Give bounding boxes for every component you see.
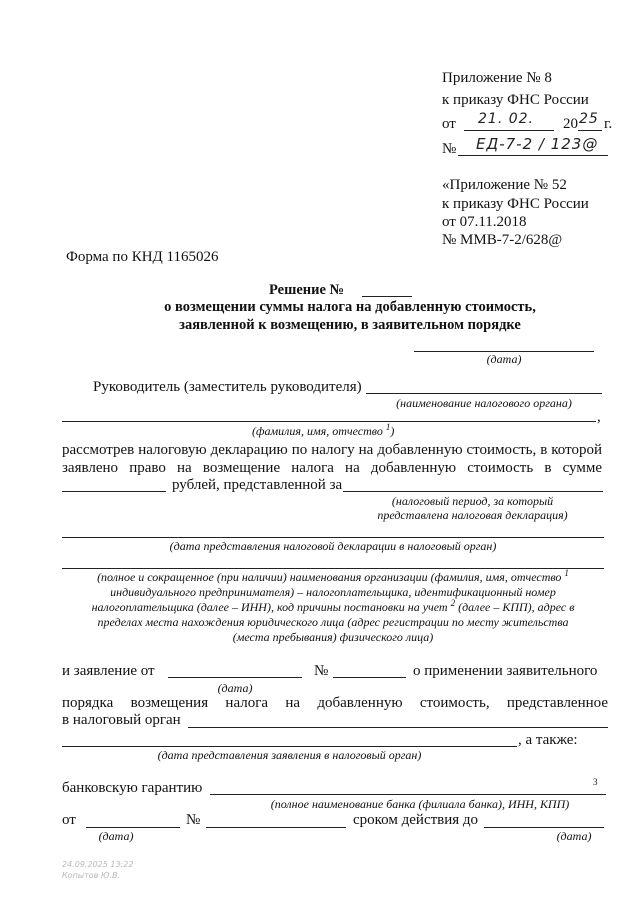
app-date-org-caption: (дата представления заявления в налоговый орган) <box>157 748 422 762</box>
decl-date-line <box>62 537 604 538</box>
fio-footnote: 1 <box>385 422 391 432</box>
order-number-prefix: № <box>442 141 457 157</box>
order-year-g: г. <box>604 116 613 132</box>
also-text: , а также: <box>518 732 578 748</box>
bank-caption: (полное наименование банка (филиала банка), ИНН, КПП) <box>270 797 570 811</box>
app-number-line <box>333 677 406 678</box>
org-caption-5: (места пребывания) физического лица) <box>232 630 434 644</box>
fio-line <box>62 421 596 422</box>
bank-footnote: 3 <box>593 777 598 787</box>
order-year-line <box>578 130 602 131</box>
amount-line <box>62 491 166 492</box>
app-date-line <box>168 677 302 678</box>
order-number-2: № ММВ-7-2/628@ <box>442 232 563 248</box>
rubles-text: рублей, представленной за <box>172 477 343 493</box>
appendix-8-label: Приложение № 8 <box>442 70 552 86</box>
org-caption-1: (полное и сокращенное (при наличии) наименования организации (фамилия, имя, отчество $^1$ <box>97 568 569 584</box>
order-year-suffix: 25 <box>579 111 599 127</box>
tax-authority-line <box>366 393 602 394</box>
app-label: и заявление от <box>62 663 155 679</box>
order-number-value: ЕД-7-2 / 123@ <box>476 135 599 153</box>
app-date-org-line <box>62 746 517 747</box>
form-code: Форма по КНД 1165026 <box>66 249 219 265</box>
guarantee-date-line <box>86 827 180 828</box>
org-footnote-1: 1 <box>564 568 569 578</box>
org-caption-2: индивидуального предпринимателя) – налогоплательщика, идентификационный номер <box>110 585 556 599</box>
bank-label: банковскую гарантию <box>62 780 203 796</box>
decision-subtitle-1: о возмещении суммы налога на добавленную стоимость, <box>164 299 536 315</box>
order-date-line <box>464 130 554 131</box>
order-number-line <box>458 155 608 156</box>
decision-subtitle-2: заявленной к возмещению, в заявительном порядке <box>179 317 521 333</box>
tax-organ-line <box>188 727 608 728</box>
period-caption-2: представлена налоговая декларация) <box>377 508 568 522</box>
order-year-prefix: 20 <box>563 116 578 132</box>
para2-line2: в налоговый орган <box>62 712 181 728</box>
order-date-2: от 07.11.2018 <box>442 214 527 230</box>
validity-date-line <box>484 827 604 828</box>
signature-stamp-name: Копытов Ю.В. <box>62 871 121 880</box>
period-line <box>343 491 603 492</box>
signature-stamp-date: 24.09.2025 13:22 <box>62 860 134 869</box>
order-date-day: 21. 02. <box>478 111 534 127</box>
org-footnote-2: 2 <box>450 598 456 608</box>
period-caption-1: (налоговый период, за который <box>391 494 554 508</box>
para1-line2: заявлено право на возмещение налога на добавленную стоимость в сумме <box>62 460 602 476</box>
fio-caption: (фамилия, имя, отчество $^1$) <box>252 422 395 438</box>
app-date-caption: (дата) <box>217 681 253 695</box>
decision-title: Решение № <box>269 282 345 298</box>
app-no-label: № <box>314 663 329 679</box>
head-label: Руководитель (заместитель руководителя) <box>93 379 362 395</box>
guarantee-date-caption: (дата) <box>98 829 134 843</box>
validity-date-caption: (дата) <box>556 829 592 843</box>
decision-date-caption: (дата) <box>486 352 522 366</box>
guarantee-no-label: № <box>186 812 201 828</box>
decision-number-line <box>362 296 412 297</box>
order-date-prefix: от <box>442 116 456 132</box>
decl-date-caption: (дата представления налоговой декларации в налоговый орган) <box>169 539 497 553</box>
tax-authority-caption: (наименование налогового органа) <box>396 396 572 410</box>
appendix-52-label: «Приложение № 52 <box>442 177 567 193</box>
bank-line <box>210 794 606 795</box>
order-ref-label: к приказу ФНС России <box>442 92 589 108</box>
para1-line1: рассмотрев налоговую декларацию по налогу на добавленную стоимость, в которой <box>62 442 602 458</box>
org-caption-3: налогоплательщика (далее – ИНН), код причины постановки на учет $^2$ (далее – КПП), адрес в <box>91 598 575 614</box>
app-about: о применении заявительного <box>413 663 598 679</box>
fio-comma: , <box>597 409 601 425</box>
order-ref-label-2: к приказу ФНС России <box>442 196 589 212</box>
validity-label: сроком действия до <box>353 812 479 828</box>
org-line <box>62 568 604 569</box>
para2-line1: порядка возмещения налога на добавленную стоимость, представленное <box>62 695 608 711</box>
from-label: от <box>62 812 76 828</box>
guarantee-number-line <box>206 827 346 828</box>
org-caption-4: пределах места нахождения юридического лица (адрес регистрации по месту жительства <box>97 615 569 629</box>
